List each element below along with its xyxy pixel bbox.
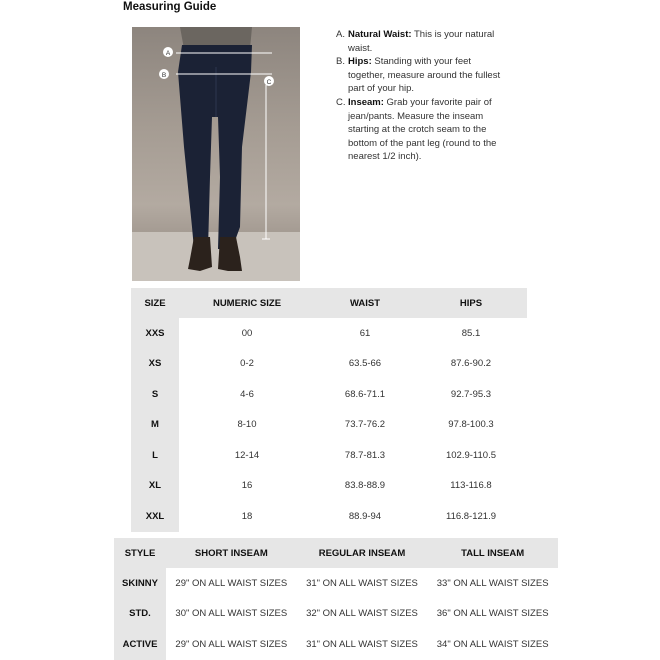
page-title: Measuring Guide [123, 1, 217, 13]
waist-cell: 83.8-88.9 [344, 480, 386, 492]
size-cell: S [131, 379, 179, 410]
table-row [131, 471, 527, 502]
jeans-measurement-photo [132, 27, 300, 281]
hips-cell: 97.8-100.3 [448, 419, 494, 431]
column-header: REGULAR INSEAM [297, 538, 428, 568]
numeric-size-cell: 18 [241, 510, 253, 522]
waist-cell: 68.6-71.1 [344, 388, 386, 400]
numeric-size-cell: 4-6 [240, 388, 254, 400]
table-row [114, 629, 558, 660]
column-header: WAIST [315, 288, 415, 318]
short-inseam-cell: 30" ON ALL WAIST SIZES [175, 608, 288, 620]
tall-inseam-cell: 33" ON ALL WAIST SIZES [436, 577, 549, 589]
table-row [114, 568, 558, 599]
guide-term: Natural Waist: [348, 29, 412, 40]
column-header: STYLE [114, 538, 166, 568]
size-cell: M [131, 410, 179, 441]
inseam-style-table [114, 538, 558, 660]
guide-term: Hips: [348, 56, 372, 68]
regular-inseam-cell: 31" ON ALL WAIST SIZES [306, 638, 418, 650]
hips-cell: 102.9-110.5 [445, 449, 496, 461]
guide-text: Grab your favorite pair of jean/pants. Measure the inseam starting at the crotch seam to the bottom of the pant leg (round to the nearest 1/2 inch). [348, 96, 497, 163]
numeric-size-cell: 0-2 [240, 358, 254, 370]
table-row [131, 501, 527, 532]
hips-cell: 113-116.8 [450, 480, 492, 492]
table-row [131, 318, 527, 349]
table-header-row [131, 288, 527, 318]
table-row [131, 349, 527, 380]
hips-cell: 116.8-121.9 [445, 510, 496, 522]
guide-letter: A. [336, 29, 345, 40]
guide-text: This is your natural waist. [348, 29, 495, 54]
guide-letter: B. [336, 56, 345, 68]
marker-a-label: A [165, 50, 171, 57]
measuring-instructions [336, 28, 501, 164]
guide-text: Standing with your feet together, measure around the fullest part of your hip. [348, 56, 501, 95]
guide-item-inseam [336, 96, 501, 164]
guide-item-hips [336, 55, 501, 96]
table-row [131, 379, 527, 410]
column-header: SHORT INSEAM [166, 538, 297, 568]
regular-inseam-cell: 31" ON ALL WAIST SIZES [306, 577, 418, 589]
column-header: SIZE [131, 288, 179, 318]
marker-b-label: B [161, 72, 167, 79]
waist-cell: 63.5-66 [348, 358, 382, 370]
size-chart-table [131, 288, 527, 532]
tall-inseam-cell: 34" ON ALL WAIST SIZES [436, 638, 549, 650]
guide-letter: C. [336, 96, 346, 108]
size-cell: XXS [131, 318, 179, 349]
hips-cell: 85.1 [461, 327, 481, 339]
waist-cell: 78.7-81.3 [344, 449, 386, 461]
short-inseam-cell: 29" ON ALL WAIST SIZES [175, 638, 288, 650]
column-header: HIPS [415, 288, 527, 318]
guide-term: Inseam: [348, 96, 384, 108]
waist-cell: 61 [359, 327, 371, 339]
numeric-size-cell: 12-14 [234, 449, 260, 461]
table-header-row [114, 538, 558, 568]
style-cell: SKINNY [114, 568, 166, 599]
size-cell: L [131, 440, 179, 471]
table-row [114, 599, 558, 630]
size-cell: XL [131, 471, 179, 502]
regular-inseam-cell: 32" ON ALL WAIST SIZES [306, 608, 418, 620]
short-inseam-cell: 29" ON ALL WAIST SIZES [175, 577, 288, 589]
column-header: NUMERIC SIZE [179, 288, 315, 318]
marker-c-label: C [266, 79, 272, 86]
guide-item-natural-waist [336, 28, 501, 55]
waist-cell: 73.7-76.2 [344, 419, 386, 431]
jeans-shape [178, 45, 252, 249]
hips-cell: 87.6-90.2 [450, 358, 492, 370]
tall-inseam-cell: 36" ON ALL WAIST SIZES [436, 608, 549, 620]
numeric-size-cell: 16 [241, 480, 253, 492]
numeric-size-cell: 8-10 [237, 419, 257, 431]
size-cell: XXL [131, 501, 179, 532]
hips-cell: 92.7-95.3 [450, 388, 492, 400]
numeric-size-cell: 00 [241, 327, 253, 339]
floor-shape [132, 232, 300, 281]
waist-cell: 88.9-94 [348, 510, 382, 522]
table-row [131, 440, 527, 471]
style-cell: ACTIVE [114, 629, 166, 660]
style-cell: STD. [114, 599, 166, 630]
table-row [131, 410, 527, 441]
column-header: TALL INSEAM [427, 538, 558, 568]
size-cell: XS [131, 349, 179, 380]
